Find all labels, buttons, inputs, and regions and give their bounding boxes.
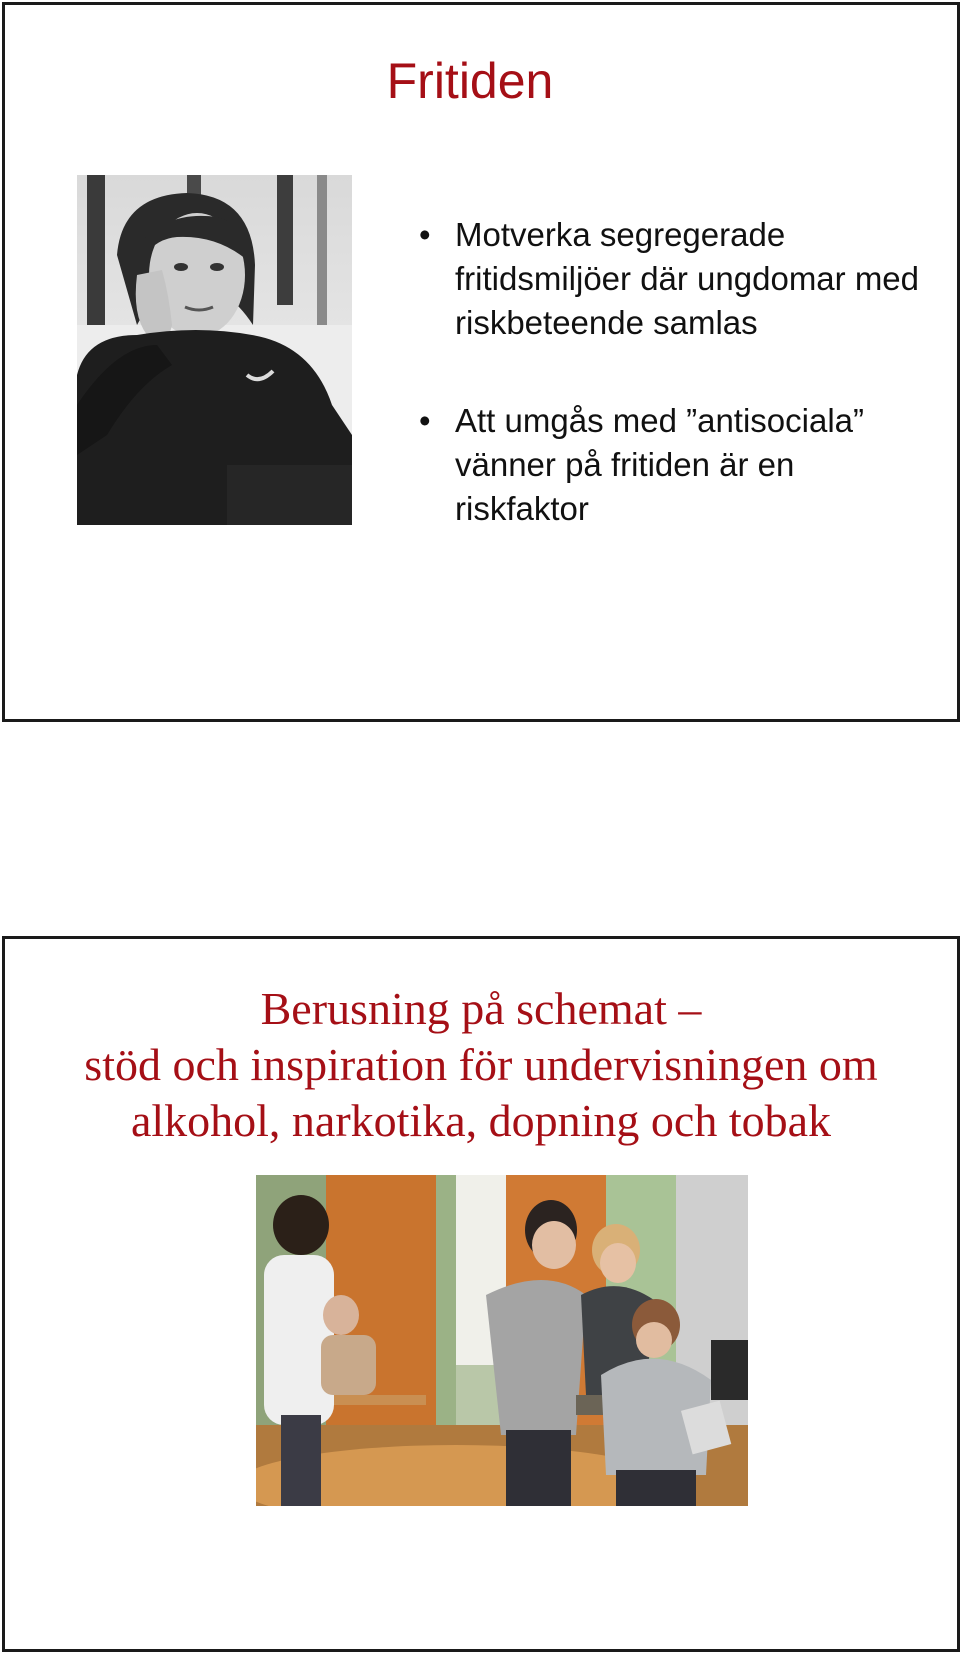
bullet-glyph: • (419, 402, 431, 439)
bullet-text: Motverka segregerade fritidsmiljöer där ungdomar med riskbeteende samlas (455, 216, 920, 341)
slide-title: Fritiden (386, 53, 554, 109)
bullet-glyph: • (419, 216, 431, 253)
bullet-list (415, 213, 935, 585)
title-line: stöd och inspiration för undervisningen om (84, 1039, 878, 1090)
slide-title (5, 981, 957, 1149)
photo-boy-portrait (77, 175, 352, 525)
bullet-item (415, 213, 935, 345)
bullet-text: Att umgås med ”antisociala” vänner på fritiden är en riskfaktor (455, 402, 865, 527)
slide-fritiden (2, 2, 960, 722)
photo-classroom-students (256, 1175, 748, 1506)
slide-berusning-pa-schemat (2, 936, 960, 1652)
bullet-item (415, 399, 935, 531)
title-line: alkohol, narkotika, dopning och tobak (130, 1095, 832, 1146)
title-line: Berusning på schemat – (260, 983, 702, 1034)
